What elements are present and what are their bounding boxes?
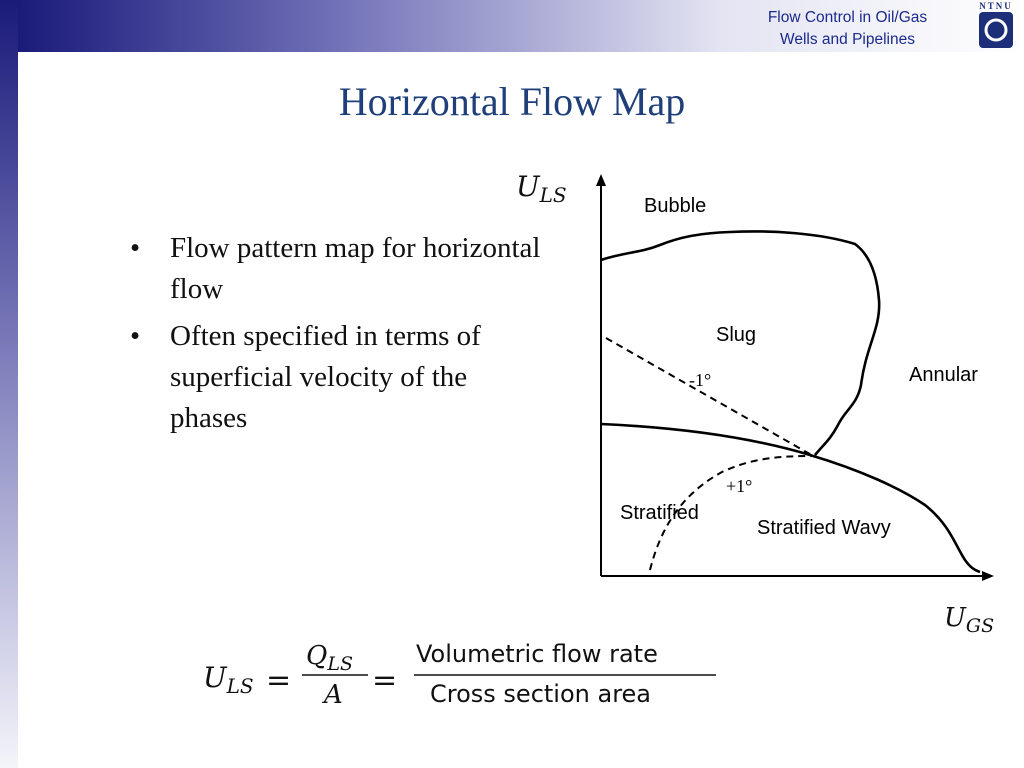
stratified-boundary (601, 424, 980, 572)
formula-lhs-base: U (203, 661, 227, 694)
y-axis-label-sub: LS (539, 183, 567, 207)
formula-fraction-denominator: A (324, 680, 343, 710)
formula-word-denominator: Cross section area (430, 680, 652, 708)
minus-one-degree-label: -1° (689, 370, 712, 390)
minus-one-degree-line (606, 338, 815, 457)
x-axis-arrowhead (982, 571, 994, 581)
plus-one-degree-label: +1° (726, 476, 753, 496)
flow-map-diagram (500, 160, 1020, 640)
bullet-item (130, 228, 550, 310)
course-title-line-2: Wells and Pipelines (780, 31, 915, 48)
stratified-wavy-region-label: Stratified Wavy (757, 517, 891, 539)
slug-region-label: Slug (716, 324, 757, 346)
formula-fraction-numerator (306, 641, 353, 675)
course-title-line-1: Flow Control in Oil/Gas (767, 9, 928, 26)
ntnu-logo (974, 0, 1018, 52)
formula-equals-2: = (372, 663, 398, 698)
y-axis-label (516, 170, 567, 207)
bullet-text: Flow pattern map for horizontal flow (170, 232, 541, 305)
course-title (720, 7, 975, 51)
formula-numerator-base: Q (306, 641, 328, 671)
bubble-region-label: Bubble (644, 195, 707, 217)
formula-lhs-sub: LS (226, 674, 254, 698)
bullet-item (130, 316, 550, 439)
x-axis-label-sub: GS (965, 615, 995, 637)
page-title: Horizontal Flow Map (338, 79, 686, 124)
formula-lhs (203, 661, 254, 698)
x-axis-label-base: U (944, 603, 966, 633)
formula-word-numerator: Volumetric flow rate (416, 640, 658, 668)
ntnu-logo-square (979, 12, 1013, 48)
bullet-marker: • (130, 232, 141, 264)
bullet-marker: • (130, 320, 141, 352)
formula-equals-1: = (266, 663, 292, 698)
y-axis-label-base: U (516, 170, 540, 203)
bullet-text: Often specified in terms of superficial velocity of the phases (170, 320, 481, 434)
superficial-velocity-formula (195, 630, 735, 720)
stratified-region-label: Stratified (620, 502, 699, 524)
bullet-list (130, 228, 550, 445)
formula-numerator-sub: LS (327, 653, 353, 675)
ntnu-logo-text: NTNU (979, 1, 1013, 11)
y-axis-arrowhead (596, 174, 606, 186)
annular-region-label: Annular (909, 364, 978, 386)
x-axis-label (944, 603, 994, 637)
